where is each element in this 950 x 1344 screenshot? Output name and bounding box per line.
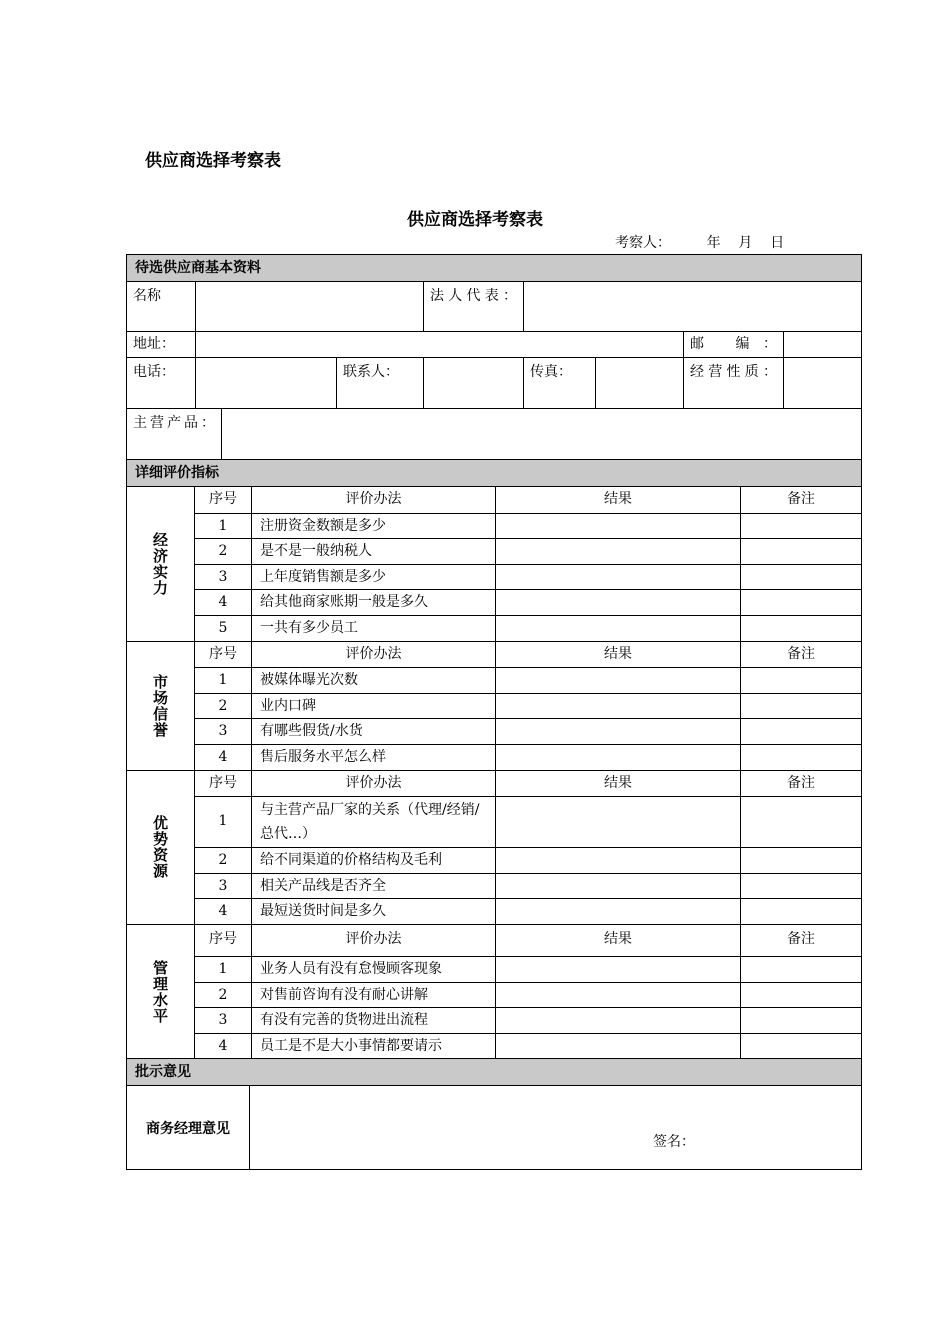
group-label <box>127 487 195 641</box>
item-method: 对售前咨询有没有耐心讲解 <box>251 983 495 1008</box>
table-row <box>195 667 861 693</box>
group-label-text: 优势资源 <box>151 815 169 880</box>
table-row <box>195 1033 861 1059</box>
remark-field[interactable] <box>740 797 861 847</box>
remark-field[interactable] <box>740 590 861 615</box>
remark-field[interactable] <box>740 874 861 899</box>
item-no: 4 <box>218 594 228 611</box>
phone-label: 电话： <box>133 364 175 380</box>
group-label-text: 市场信誉 <box>151 673 169 738</box>
item-no: 1 <box>218 672 228 689</box>
item-no: 3 <box>218 877 228 894</box>
remark-field[interactable] <box>740 745 861 770</box>
detail-header: 详细评价指标 <box>127 460 861 486</box>
remark-field[interactable] <box>740 848 861 873</box>
group-label <box>127 925 195 1058</box>
item-method: 员工是不是大小事情都要请示 <box>251 1034 495 1059</box>
item-method: 售后服务水平怎么样 <box>251 745 495 770</box>
col-result-header: 结果 <box>495 642 740 668</box>
remark-field[interactable] <box>740 514 861 539</box>
group-label-text: 经济实力 <box>151 531 169 596</box>
contact-label: 联系人： <box>336 358 423 408</box>
table-row <box>195 956 861 982</box>
table-row <box>195 873 861 899</box>
manager-opinion-row <box>127 1085 861 1169</box>
supplier-evaluation-form <box>126 254 862 1170</box>
table-row <box>195 796 861 847</box>
col-no-header: 序号 <box>209 491 237 507</box>
item-method: 是不是一般纳税人 <box>251 539 495 564</box>
result-field[interactable] <box>495 719 740 744</box>
phone-field[interactable] <box>195 358 336 408</box>
fax-field[interactable] <box>595 358 683 408</box>
business-nature-label: 经营性质： <box>683 358 783 408</box>
signature-label: 签名： <box>653 1134 695 1151</box>
table-row <box>195 538 861 564</box>
result-field[interactable] <box>495 668 740 693</box>
remark-field[interactable] <box>740 719 861 744</box>
name-row <box>127 281 861 331</box>
column-header-row <box>195 771 861 797</box>
main-products-label: 主营产品： <box>133 415 215 431</box>
col-remark-header: 备注 <box>740 771 861 797</box>
approval-header-row <box>127 1058 861 1085</box>
result-field[interactable] <box>495 874 740 899</box>
col-method-header: 评价办法 <box>251 771 495 797</box>
group-economic-strength <box>127 486 861 641</box>
form-title: 供应商选择考察表 <box>407 210 543 230</box>
col-method-header: 评价办法 <box>251 487 495 513</box>
col-result-header: 结果 <box>495 925 740 956</box>
item-no: 3 <box>218 723 228 740</box>
table-row <box>195 564 861 590</box>
address-label: 地址： <box>133 336 175 352</box>
item-method: 最短送货时间是多久 <box>251 899 495 924</box>
remark-field[interactable] <box>740 616 861 641</box>
legal-rep-label: 法人代表： <box>423 282 523 331</box>
remark-field[interactable] <box>740 983 861 1008</box>
item-method: 被媒体曝光次数 <box>251 668 495 693</box>
item-method: 一共有多少员工 <box>251 616 495 641</box>
group-label <box>127 771 195 924</box>
remark-field[interactable] <box>740 1008 861 1033</box>
fax-label: 传真： <box>523 358 595 408</box>
business-nature-field[interactable] <box>783 358 861 408</box>
table-row <box>195 718 861 744</box>
item-no: 4 <box>218 1037 228 1054</box>
col-result-header: 结果 <box>495 771 740 797</box>
remark-field[interactable] <box>740 1034 861 1059</box>
result-field[interactable] <box>495 616 740 641</box>
remark-field[interactable] <box>740 565 861 590</box>
col-remark-header: 备注 <box>740 925 861 956</box>
postcode-field[interactable] <box>783 332 861 357</box>
address-field[interactable] <box>195 332 683 357</box>
group-label-text: 管理水平 <box>151 959 169 1024</box>
address-row <box>127 331 861 357</box>
item-method: 与主营产品厂家的关系（代理/经销/总代…） <box>251 797 495 847</box>
postcode-label: 邮 编： <box>683 332 783 357</box>
item-no: 2 <box>218 852 228 869</box>
table-row <box>195 693 861 719</box>
manager-opinion-label: 商务经理意见 <box>127 1086 250 1169</box>
item-no: 2 <box>218 697 228 714</box>
result-field[interactable] <box>495 797 740 847</box>
basic-info-header: 待选供应商基本资料 <box>127 255 861 281</box>
remark-field[interactable] <box>740 668 861 693</box>
group-market-reputation <box>127 641 861 770</box>
result-field[interactable] <box>495 539 740 564</box>
remark-field[interactable] <box>740 957 861 982</box>
col-no-header: 序号 <box>209 774 237 791</box>
remark-field[interactable] <box>740 899 861 924</box>
col-no-header: 序号 <box>209 930 237 947</box>
item-no: 1 <box>218 960 228 977</box>
contact-field[interactable] <box>423 358 523 408</box>
table-row <box>195 982 861 1008</box>
table-row <box>195 744 861 770</box>
main-products-field[interactable] <box>221 409 861 459</box>
column-header-row <box>195 642 861 668</box>
result-field[interactable] <box>495 983 740 1008</box>
col-remark-header: 备注 <box>740 487 861 513</box>
col-no-header: 序号 <box>209 645 237 662</box>
item-method: 上年度销售额是多少 <box>251 565 495 590</box>
item-no: 2 <box>218 986 228 1003</box>
group-advantage-resources <box>127 770 861 924</box>
result-field[interactable] <box>495 899 740 924</box>
manager-opinion-field[interactable] <box>250 1086 861 1169</box>
item-method: 给不同渠道的价格结构及毛利 <box>251 848 495 873</box>
remark-field[interactable] <box>740 694 861 719</box>
table-row <box>195 513 861 539</box>
approval-header: 批示意见 <box>127 1059 861 1085</box>
item-method: 业务人员有没有怠慢顾客现象 <box>251 957 495 982</box>
basic-info-header-row <box>127 255 861 281</box>
detail-header-row <box>127 459 861 486</box>
item-no: 1 <box>218 813 228 830</box>
result-field[interactable] <box>495 1008 740 1033</box>
group-label <box>127 642 195 770</box>
result-field[interactable] <box>495 590 740 615</box>
item-no: 3 <box>218 568 228 585</box>
col-result-header: 结果 <box>495 487 740 513</box>
result-field[interactable] <box>495 1034 740 1059</box>
name-label: 名称 <box>133 288 161 304</box>
col-method-header: 评价办法 <box>251 642 495 668</box>
main-products-row <box>127 408 861 459</box>
table-row <box>195 847 861 873</box>
legal-rep-field[interactable] <box>523 282 861 331</box>
phone-row <box>127 357 861 408</box>
document-heading: 供应商选择考察表 <box>145 151 281 171</box>
col-method-header: 评价办法 <box>251 925 495 956</box>
col-remark-header: 备注 <box>740 642 861 668</box>
item-no: 4 <box>218 903 228 920</box>
result-field[interactable] <box>495 514 740 539</box>
result-field[interactable] <box>495 565 740 590</box>
result-field[interactable] <box>495 957 740 982</box>
table-row <box>195 589 861 615</box>
item-no: 3 <box>218 1012 228 1029</box>
item-method: 注册资金数额是多少 <box>251 514 495 539</box>
item-method: 业内口碑 <box>251 694 495 719</box>
table-row <box>195 898 861 924</box>
item-no: 4 <box>218 748 228 765</box>
remark-field[interactable] <box>740 539 861 564</box>
item-method: 相关产品线是否齐全 <box>251 874 495 899</box>
result-field[interactable] <box>495 694 740 719</box>
item-method: 给其他商家账期一般是多久 <box>251 590 495 615</box>
item-no: 2 <box>218 543 228 560</box>
column-header-row <box>195 925 861 956</box>
item-method: 有没有完善的货物进出流程 <box>251 1008 495 1033</box>
result-field[interactable] <box>495 745 740 770</box>
item-no: 5 <box>218 619 228 636</box>
inspector-date-line: 考察人： 年 月 日 <box>615 235 785 251</box>
item-no: 1 <box>218 517 228 534</box>
item-method: 有哪些假货/水货 <box>251 719 495 744</box>
table-row <box>195 615 861 641</box>
group-management-level <box>127 924 861 1058</box>
name-field[interactable] <box>195 282 423 331</box>
table-row <box>195 1007 861 1033</box>
result-field[interactable] <box>495 848 740 873</box>
column-header-row <box>195 487 861 513</box>
